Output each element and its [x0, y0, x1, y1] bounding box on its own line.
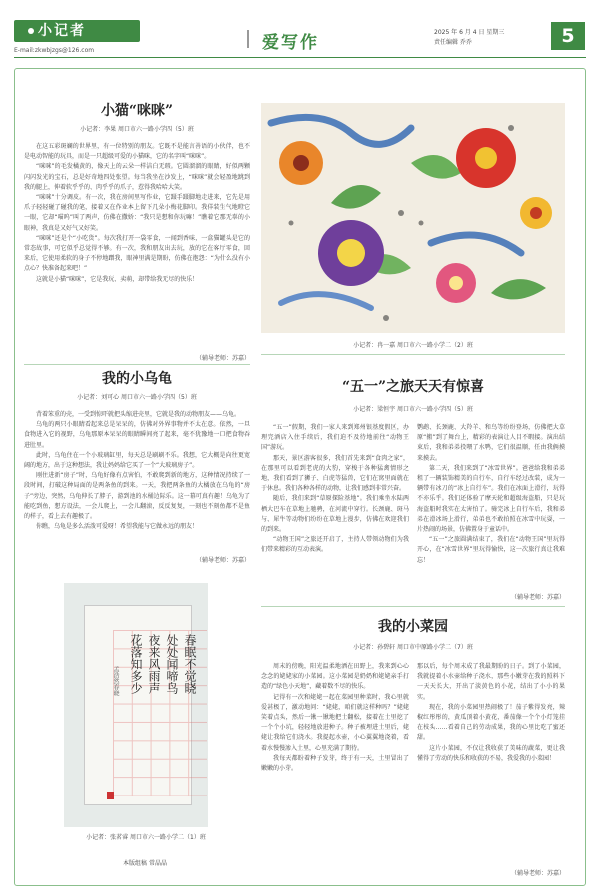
calligraphy-column: 处处闻啼鸟: [165, 634, 179, 694]
editor-note: 本版组稿 常晶晶: [123, 860, 167, 867]
issue-date: 2025 年 6 月 4 日 星期三: [434, 29, 505, 36]
turtle-article-byline: 小记者：刘可心 周口市六一路小学四（5）班: [77, 394, 197, 401]
paragraph: “咪咪”的毛发橘黄的，像天上的云朵一样洁白无瑕。它圆溜溜的眼睛，好似两颗闪闪发光的宝石，总是好奇地四处张望。每当我坐在沙发上，“咪咪”就会轻盈地跳到我的腿上，伸着软乎乎的、肉乎乎的爪子，惹得我哈哈大笑。: [24, 163, 250, 191]
garden-article-signature: （辅导老师：苏嘉）: [510, 870, 565, 877]
paragraph: 随后，我们来到“草原探险基地”。我们乘坐水陆两栖大巴车在草地上驰骋，在河流中穿行。长颈鹿、斑马与、犀牛等动物们纷纷在草地上漫步，仿佛在欢迎我们的到来。: [261, 495, 409, 534]
turtle-article-signature: （辅导老师：苏嘉）: [195, 557, 250, 564]
paragraph: 那天，景区游客很多，我们首先来到“食肉之家”，在那里可以看到老虎的大豹，穿梭于各种猛禽情形之地，我们看到了狮子、白虎等猛兽，它们在窝里面就在于休息。我们各种各样的动物，让我们感到非常兴奋。: [261, 454, 409, 493]
paragraph: 第二天，我们来到了“冰雪世界”。爸爸给我和弟弟租了一辆装饰精美的自行车，自行车经过改装，成为一辆带有冰刀的“冰上自行车”。我们在冰面上滑行，玩得不亦乐乎。我们还体验了摩天轮和超级海盗船，只是玩海盗船时我实在太害怕了。骑完冰上自行车后，我和弟弟在滑冰场上滑行，弟弟也不敢拍照在冰雪中玩耍，一片热闹的场景，仿佛置身于童话中。: [417, 464, 565, 534]
flower-painting-svg: [261, 103, 565, 333]
paragraph: 在这五彩斑斓的世界里，有一位特别的朋友。它既不是能言善语的小伙伴，也不是电动智能的玩具，而是一只超级可爱的小猫咪，它的名字叫“咪咪”。: [24, 143, 250, 161]
paragraph: 此时，乌龟住在一个小玻璃缸里，每天总是刷刷不乐。我想，它大概是向往更宽阔的地方，出于这种想法，我让妈妈给它买了一个“大玻璃房子”。: [24, 451, 250, 470]
garden-article-byline: 小记者：孙碧轩 周口市中原路小学二（7）班: [353, 644, 473, 651]
paragraph: 那以后，每个周末成了我最期盼的日子。到了小菜园，我就提着小水壶给种子浇水，那些小嫩芽在我的照料下一天天长大，开出了淡黄色的小花，结出了小小的果实。: [417, 663, 565, 701]
paragraph: 你瞧，乌龟是多么活泼可爱呀！希望我能与它做永远的朋友！: [36, 523, 199, 531]
painting-flower-red: [456, 128, 516, 188]
editor-credit: 责任编辑 乔乔: [434, 39, 472, 46]
contact-email: E-mail:zkwbjzgs@126.com: [14, 47, 95, 54]
paragraph: “五一”之旅圆满结束了，我们在“动物王国”里玩得开心，在“冰雪世界”里玩得愉快，这一次旅行真让我难忘！: [417, 536, 565, 564]
cat-article-signature: （辅导老师：苏嘉）: [195, 355, 250, 362]
paragraph: 现在，我的小菜园里热闹极了！茄子紫得发亮，辣椒红彤彤的，黄瓜顶着小黄花，番茄像一个个小灯笼挂在枝头……看着自己的劳动成果，我的心里比吃了蜜还甜。: [417, 703, 565, 742]
turtle-article-title: 我的小乌龟: [102, 371, 172, 387]
painting-caption: 小记者：冉一嘉 周口市六一路小学二（2）班: [353, 342, 473, 349]
paragraph: 周末的傍晚，阳光温柔地洒在田野上，我来到心心念念的姥姥家的小菜园。这小菜园是奶奶和姥姥亲手打造的“绿色小天地”，藏着数不尽的快乐。: [261, 663, 409, 691]
paragraph: 乌龟的两只小眼睛看起来总是呆呆的，仿佛对外界事物并不太在意。依然，一旦食物进入它的视野，乌龟那原本呆呆的眼睛瞬间亮了起来，毫不犹豫地一口把食物吞进肚里。: [24, 421, 250, 449]
paragraph: “动物王国”之旅还开启了，主持人带领动物们为我们带来精彩的互动表演。: [261, 536, 409, 554]
header-rule: [14, 57, 586, 58]
cat-article-title: 小猫“咪咪”: [100, 103, 174, 119]
flower-painting: [261, 103, 565, 333]
page-number: 5: [551, 22, 585, 50]
painting-flower-pink: [436, 263, 476, 303]
turtle-article-body: [24, 410, 250, 553]
paragraph: 鹦鹉、长颈鹿、大羚羊、和鸟等纷纷登场，仿佛把大草原“搬”到了舞台上，精彩的表演让人目不暇接。演出结束后，我和弟弟投喂了水鸭，它们很温顺，任由我俩摸来摸去。: [417, 424, 565, 462]
calligraphy-paper: [84, 605, 197, 805]
paragraph: 记得有一次和姥姥一起在菜园里种菜时，我心里就爱甚极了，激动地问：“姥姥，咱们就这样种吗？”姥姥笑着点头，然后一锹一锹地把土翻松，接着在土里挖了一个个小坑，轻轻地放进种子。种子被埋进土里后，姥姥让我给它们浇水。我提起水壶，小心翼翼地浇着，看着水慢慢渗入土里，心里充满了期待。: [261, 693, 409, 752]
column-rule: [24, 364, 250, 365]
calligraphy-caption: 小记者：张茗睿 周口市六一路小学二（1）班: [86, 834, 206, 841]
column-rule: [261, 354, 565, 355]
mayday-article-body-left: [261, 423, 409, 601]
paragraph: “五一”假期，我们一家人来到郑州银基度假区，办理完酒店入住手续后，我们迫不及待地前往“动物王国”游玩。: [261, 424, 409, 452]
cat-article-byline: 小记者：李果 周口市六一路小学四（5）班: [80, 126, 194, 133]
painting-flower-yellow: [520, 197, 552, 229]
painting-flower-orange: [279, 141, 323, 185]
paragraph: “咪咪”十分调皮。有一次，我在房间里写作业，它蹑手蹑脚地走进来，它先是用爪子轻轻碰了碰我的笔，接着又在作业本上留下几朵小梅花脚印。我佯装生气地瞪它一眼，它却“喵呜”叫了两声，仿佛在撒娇：“我只是想和你玩嘛！”瞧着它那无辜的小眼神，我真是又好气又好笑。: [24, 194, 250, 232]
paragraph: 这就是小猫“咪咪”，它是我玩、卖萌，却带给我无尽的快乐！: [36, 275, 199, 283]
paragraph: 这片小菜园，不仅让我收获了美味的蔬菜，更让我懂得了劳动的快乐和收获的不易，我爱我的小菜园！: [417, 744, 565, 762]
garden-article-title: 我的小菜园: [378, 619, 448, 635]
calligraphy-column: 春眠不觉晓: [183, 634, 197, 694]
header-divider: [247, 30, 249, 48]
mayday-article-signature: （辅导老师：苏嘉）: [510, 594, 565, 601]
garden-article-body-left: [261, 662, 409, 876]
masthead: [0, 0, 600, 62]
paragraph: 刚住进新“房子”时，乌龟好像有点害怕，不敢爬到新的地方，这种情况持续了一段时间，打破这种局面的是两条鱼的到来。一天，我把两条鱼的大橘放在乌龟的“房子”旁边，突然，乌龟伸长了脖子，游到池的水桶边际乐。这一幕可真有趣！乌龟为了能吃到鱼，想方设法，一会儿爬上，一会儿翻滚，反反复复，一刻也不刻鱼都不是鱼的样子，看上去有趣极了。: [24, 472, 250, 521]
calligraphy-signature: 孟浩然春晓: [112, 666, 119, 696]
calligraphy-column: 花落知多少: [129, 634, 143, 694]
logo-text: 小记者: [38, 23, 86, 39]
paragraph: 背着笨重的壳，一受到惊吓就把头缩进壳里，它就是我的动物朋友——乌龟。: [36, 411, 241, 418]
column-rule: [261, 606, 565, 607]
calligraphy-artwork: [64, 583, 208, 827]
garden-article-body-right: [417, 662, 565, 866]
mayday-article-byline: 小记者：梁恒宇 周口市六一路小学四（5）班: [353, 406, 473, 413]
logo-dot-icon: [28, 28, 34, 34]
paragraph: “咪咪”还是个“小吃货”。每次我打开一袋零食，一闻到香味，一盒猫罐头是它的常态故事，可它似乎总觉得不够。有一次，我和朋友出去玩，放的它在客厅零食，回来后，它使用柔软的身子不停地蹭我，眼神里满是期盼，仿佛在抱怨：“为什么没有小点心？快准备起来吧！”: [24, 234, 250, 273]
mayday-article-body-right: [417, 423, 565, 591]
calligraphy-seal: [107, 792, 114, 799]
cat-article-body: [24, 142, 250, 352]
calligraphy-column: 夜来风雨声: [147, 634, 161, 694]
mayday-article-title: “五一”之旅天天有惊喜: [341, 379, 485, 395]
paragraph: 我每天都盼着种子发芽，终于有一天，土里冒出了嫩嫩的小芽。: [261, 754, 409, 773]
paper-logo: [14, 20, 140, 42]
section-title: 爱写作: [262, 33, 319, 53]
painting-flower-purple: [318, 220, 384, 286]
